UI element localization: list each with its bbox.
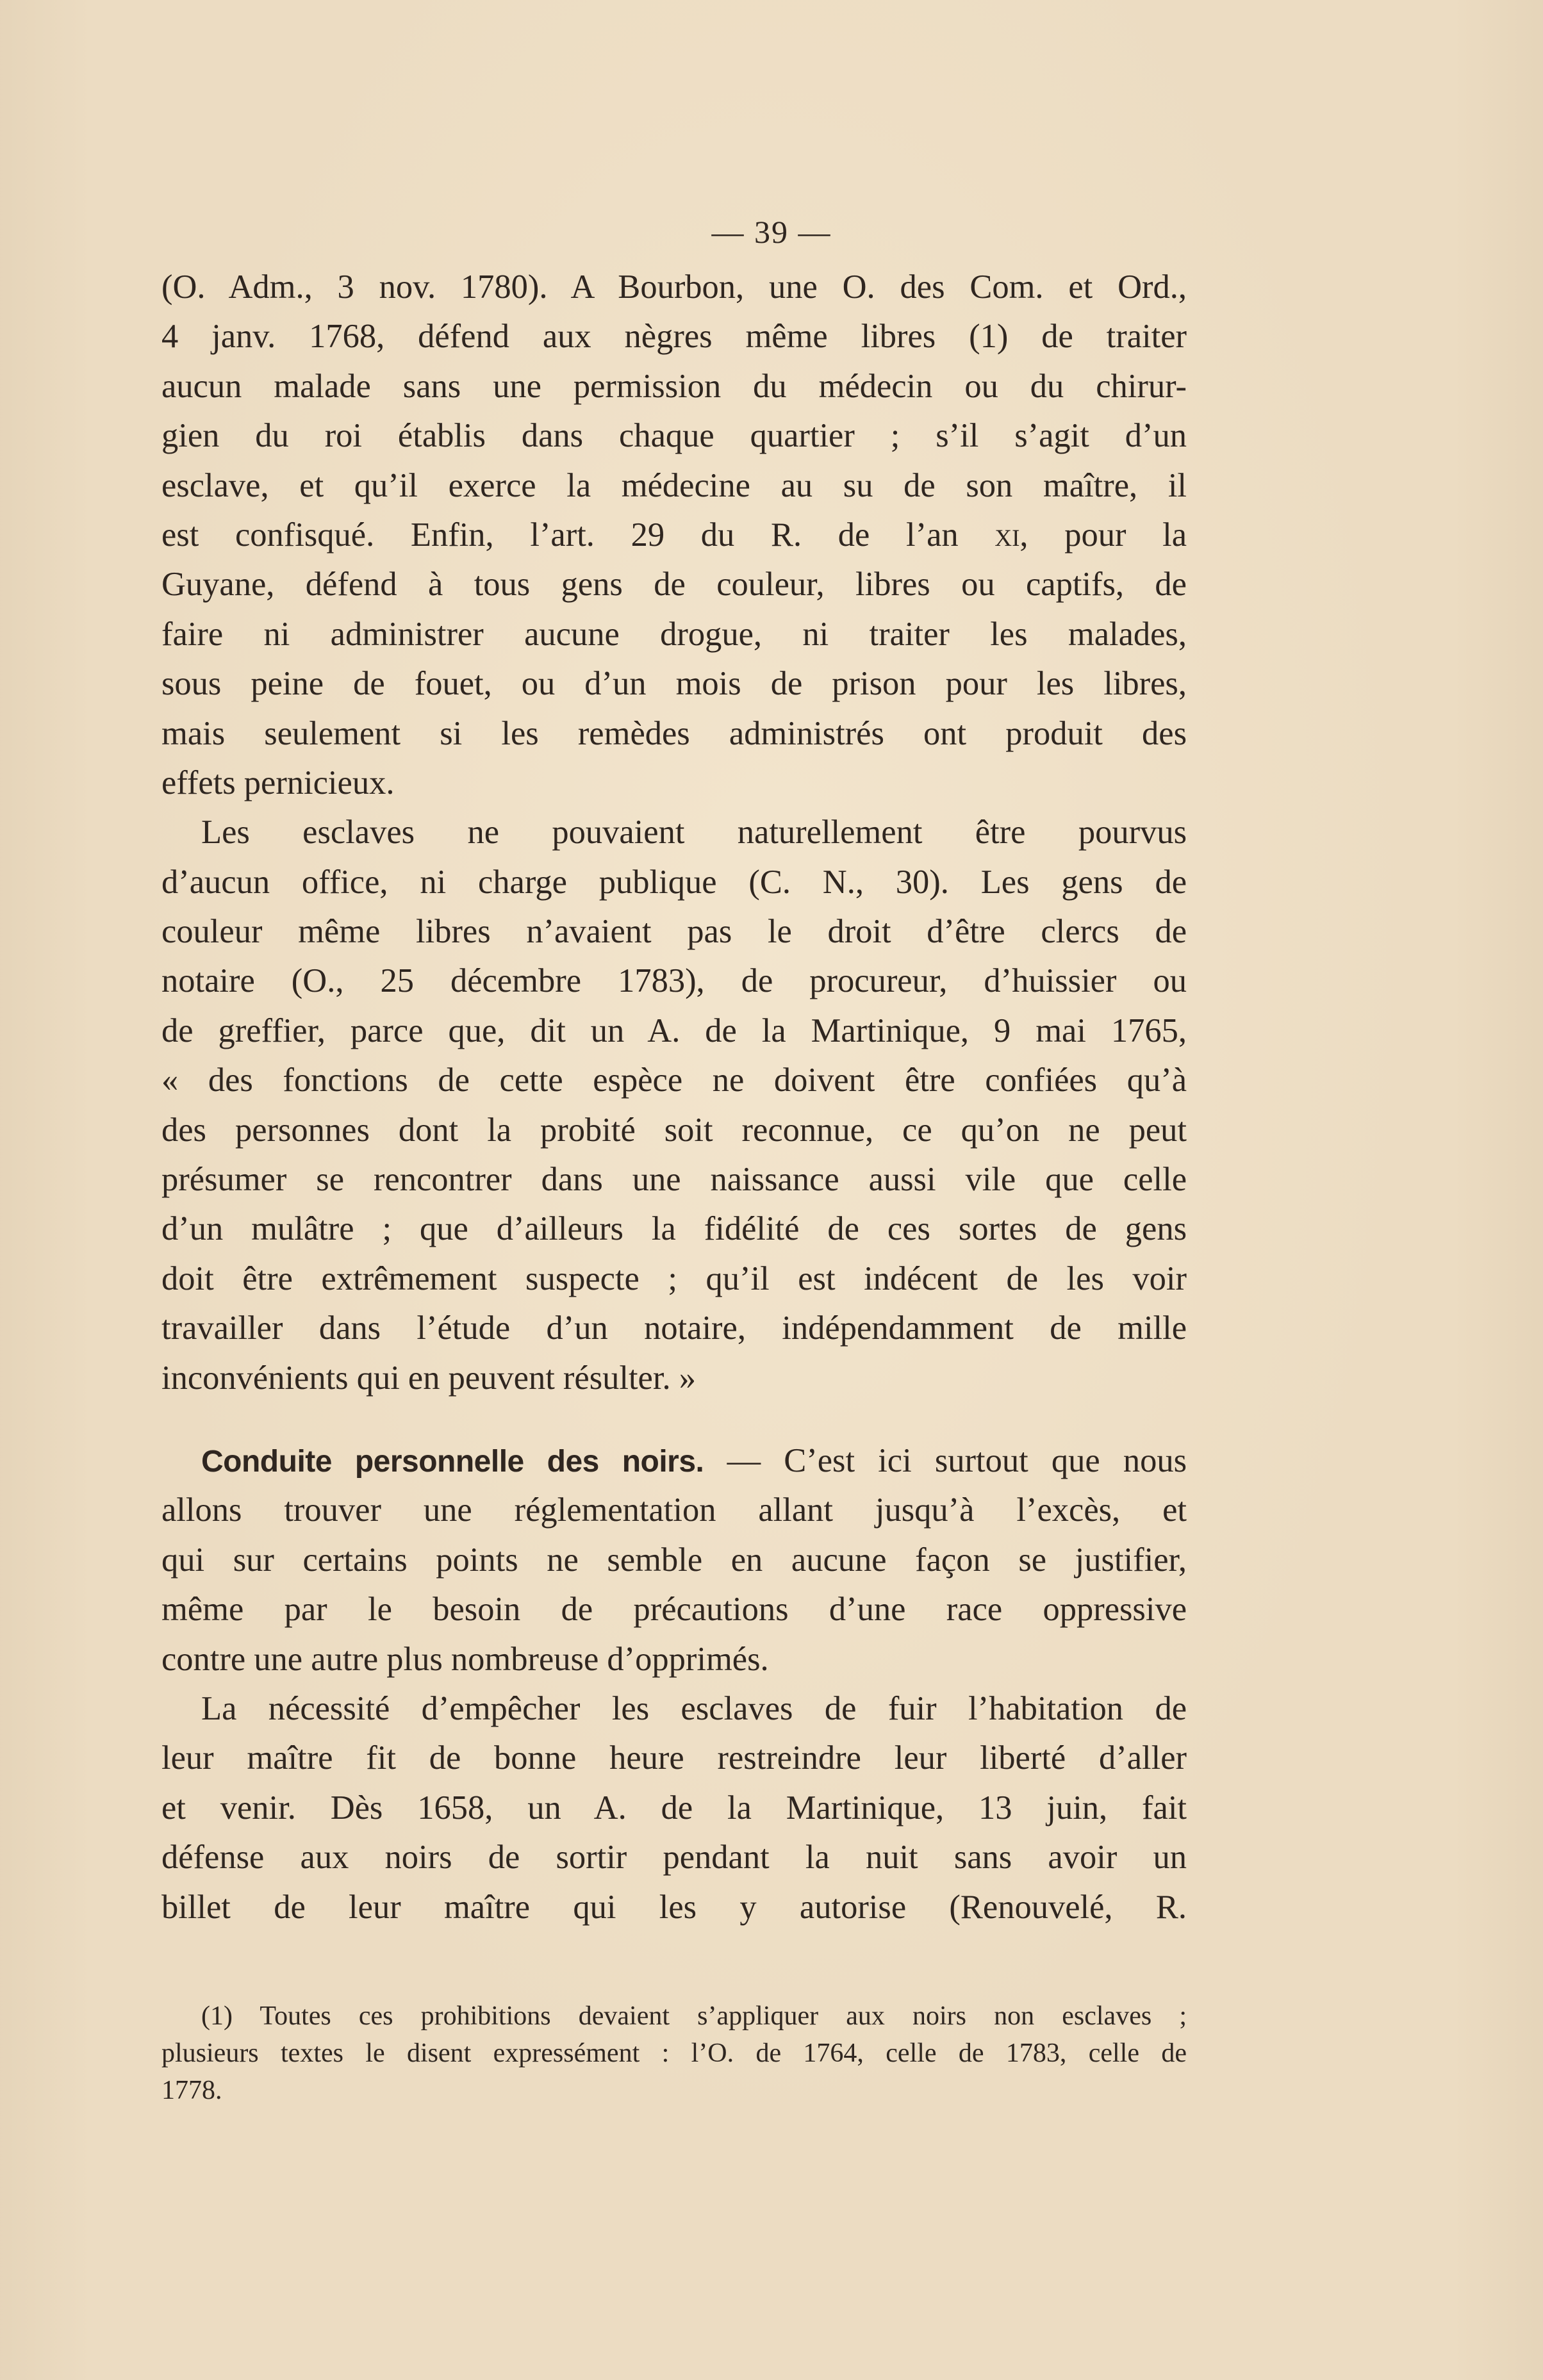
- text-line: couleur même libres n’avaient pas le droit d’être clercs de: [161, 913, 1187, 951]
- text-line: et venir. Dès 1658, un A. de la Martinique, 13 juin, fait: [161, 1789, 1187, 1826]
- text-line: qui sur certains points ne semble en aucune façon se justifier,: [161, 1541, 1187, 1579]
- footnote-line: (1) Toutes ces prohibitions devaient s’appliquer aux noirs non esclaves ;: [201, 2001, 1187, 2031]
- text-line: travailler dans l’étude d’un notaire, indépendamment de mille: [161, 1309, 1187, 1347]
- text-line: présumer se rencontrer dans une naissance aussi vile que celle: [161, 1161, 1187, 1199]
- text-line: Guyane, défend à tous gens de couleur, libres ou captifs, de: [161, 566, 1187, 603]
- text-line-tail: — C’est ici surtout que nous: [704, 1441, 1187, 1479]
- text-line: d’un mulâtre ; que d’ailleurs la fidélité de ces sortes de gens: [161, 1210, 1187, 1248]
- text-line: faire ni administrer aucune drogue, ni traiter les malades,: [161, 615, 1187, 653]
- text-line: Les esclaves ne pouvaient naturellement être pourvus: [201, 814, 1187, 851]
- text-line: (O. Adm., 3 nov. 1780). A Bourbon, une O. des Com. et Ord.,: [161, 268, 1187, 306]
- text-line: leur maître fit de bonne heure restreindre leur liberté d’aller: [161, 1739, 1187, 1777]
- text-line: effets pernicieux.: [161, 764, 395, 801]
- text-line: même par le besoin de précautions d’une race oppressive: [161, 1591, 1187, 1629]
- section-heading: Conduite personnelle des noirs.: [201, 1444, 704, 1479]
- footnotes: [161, 1998, 1187, 2109]
- text-line: doit être extrêmement suspecte ; qu’il est indécent de les voir: [161, 1260, 1187, 1297]
- text-line: billet de leur maître qui les y autorise (Renouvelé, R.: [161, 1888, 1187, 1926]
- text-line: La nécessité d’empêcher les esclaves de fuir l’habitation de: [201, 1689, 1187, 1727]
- text-line: sous peine de fouet, ou d’un mois de prison pour les libres,: [161, 665, 1187, 703]
- text-line: gien du roi établis dans chaque quartier ; s’il s’agit d’un: [161, 417, 1187, 455]
- text-line: inconvénients qui en peuvent résulter. »: [161, 1359, 696, 1397]
- text-line: aucun malade sans une permission du médecin ou du chirur-: [161, 367, 1187, 405]
- text-line: allons trouver une réglementation allant jusqu’à l’excès, et: [161, 1491, 1187, 1529]
- section-first-line: [161, 1436, 1187, 1486]
- text-line: des personnes dont la probité soit reconnue, ce qu’on ne peut: [161, 1111, 1187, 1149]
- text-line: de greffier, parce que, dit un A. de la Martinique, 9 mai 1765,: [161, 1012, 1187, 1049]
- text-line: esclave, et qu’il exerce la médecine au su de son maître, il: [161, 466, 1187, 504]
- section-gap: [161, 1403, 1187, 1436]
- text-line: « des fonctions de cette espèce ne doivent être confiées qu’à: [161, 1062, 1187, 1099]
- main-text: [161, 263, 1187, 1932]
- text-line-with-roman: [161, 511, 1187, 560]
- roman-numeral: xi: [994, 516, 1020, 554]
- text-line: 4 janv. 1768, défend aux nègres même libres (1) de traiter: [161, 318, 1187, 356]
- footnote-line: 1778.: [161, 2076, 222, 2105]
- page-number: — 39 —: [711, 214, 832, 250]
- text-line-head: est confisqué. Enfin, l’art. 29 du R. de l’an: [161, 516, 959, 554]
- text-line-tail: , pour la: [1019, 516, 1187, 554]
- text-line: d’aucun office, ni charge publique (C. N., 30). Les gens de: [161, 863, 1187, 901]
- text-line: contre une autre plus nombreuse d’opprimés.: [161, 1640, 769, 1678]
- text-line: mais seulement si les remèdes administrés ont produit des: [161, 714, 1187, 752]
- text-line: défense aux noirs de sortir pendant la nuit sans avoir un: [161, 1839, 1187, 1876]
- text-line: notaire (O., 25 décembre 1783), de procureur, d’huissier ou: [161, 962, 1187, 1000]
- footnote-line: plusieurs textes le disent expressément : l’O. de 1764, celle de 1783, celle de: [161, 2039, 1187, 2068]
